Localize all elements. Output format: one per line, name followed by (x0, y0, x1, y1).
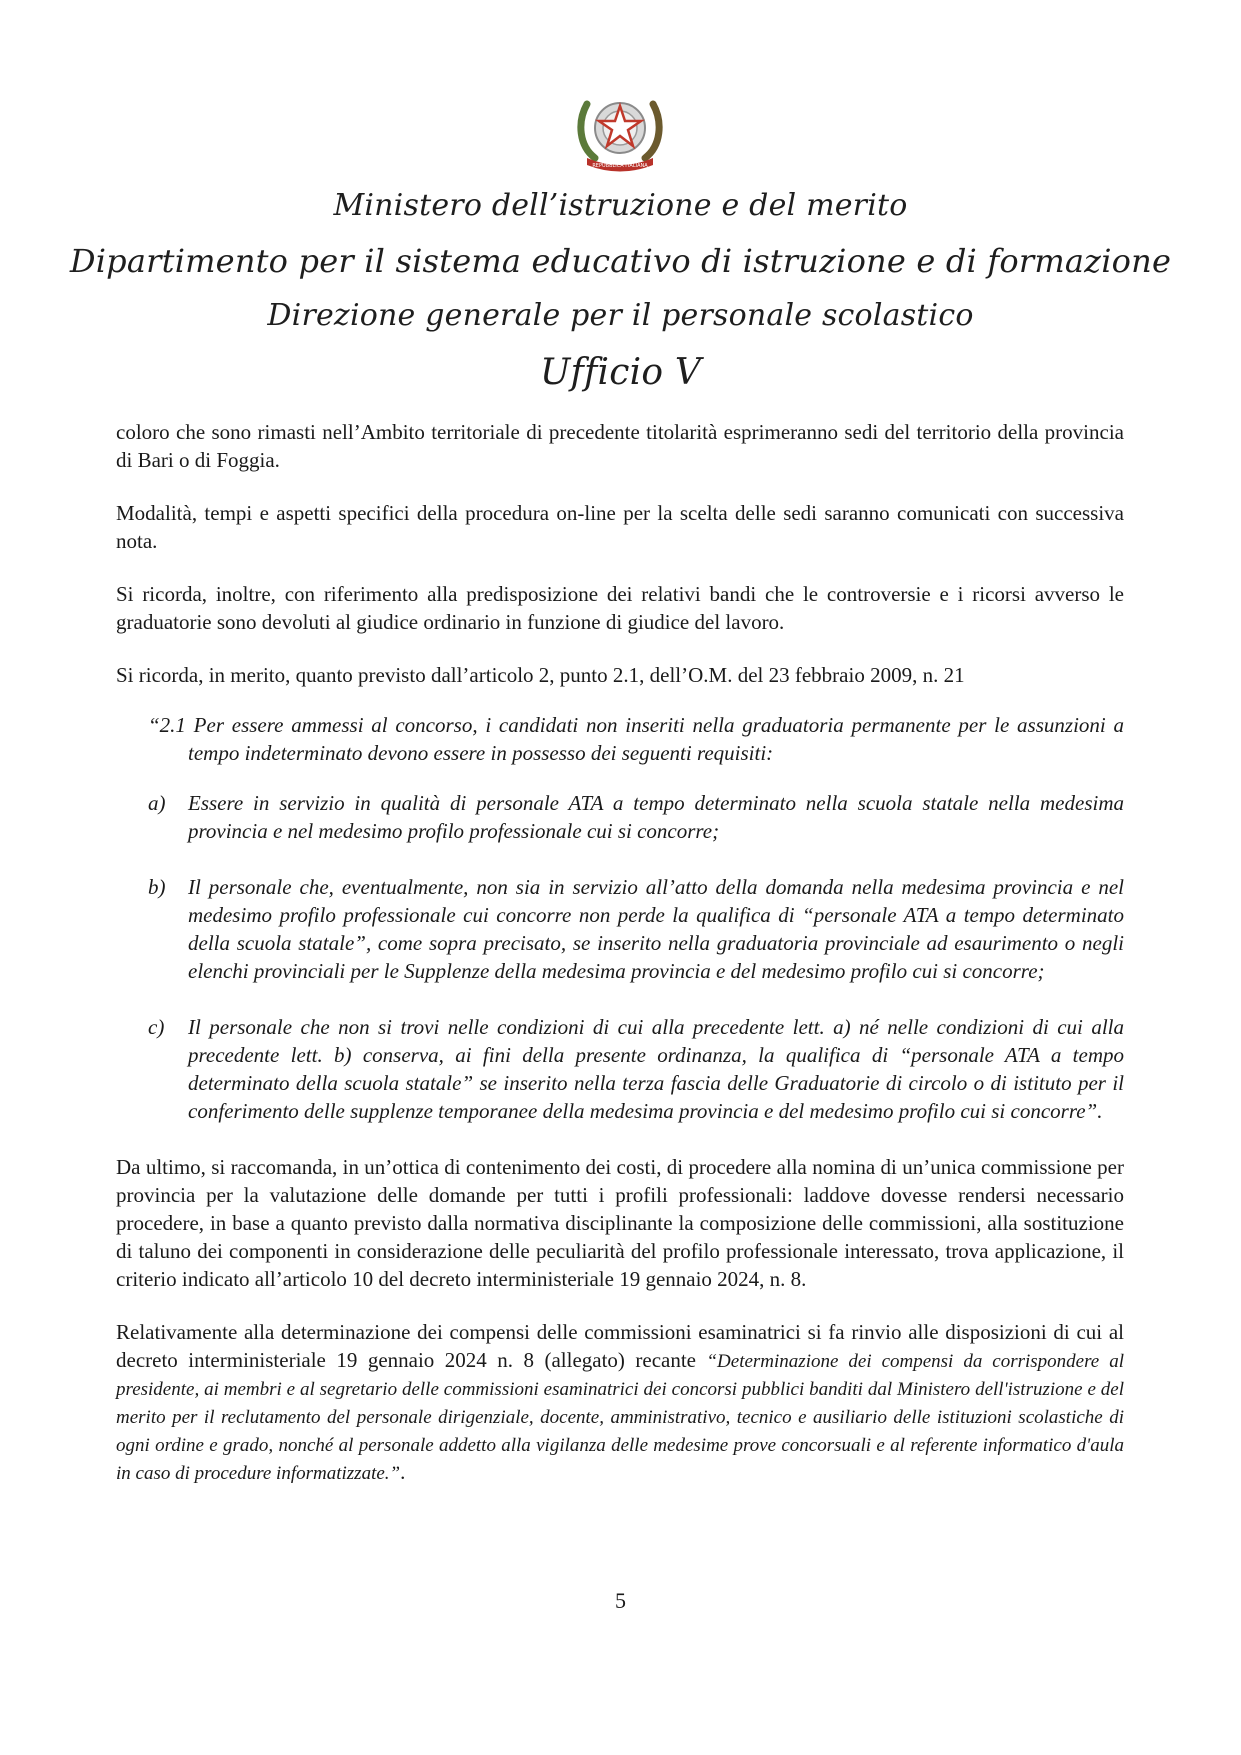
ministry-name: Ministero dell’istruzione e del merito (333, 188, 908, 223)
office-name: Ufficio V (539, 352, 702, 393)
paragraph-compensi (116, 1318, 1124, 1486)
quote-item-letter: a) (148, 791, 166, 815)
quote-item-text: Il personale che, eventualmente, non sia in servizio all’atto della domanda nella medesima provincia e nel medesimo profilo professionale cui concorre non perde la qualifica di “personale ATA a tempo determinato della scuola statale”, come sopra precisato, se inserito nella graduatoria provinciale ad esaurimento o negli elenchi provinciali per le Supplenze della medesima provincia e del medesimo profilo cui si concorre; (188, 875, 1124, 983)
directorate-name: Direzione generale per il personale scolastico (267, 298, 974, 333)
quote-item-b (148, 873, 1124, 985)
compensi-tail: . (400, 1460, 406, 1484)
emblem-republic-icon (573, 88, 667, 172)
quote-item-letter: c) (148, 1015, 165, 1039)
page-number: 5 (615, 1588, 626, 1613)
department-name: Dipartimento per il sistema educativo di istruzione e di formazione (69, 242, 1172, 280)
paragraph-richiamo-om: Si ricorda, in merito, quanto previsto dall’articolo 2, punto 2.1, dell’O.M. del 23 febbraio 2009, n. 21 (116, 663, 965, 687)
paragraph-controversie: Si ricorda, inoltre, con riferimento alla predisposizione dei relativi bandi che le controversie e i ricorsi avverso le graduatorie sono devoluti al giudice ordinario in funzione di giudice del lavoro. (116, 582, 1124, 634)
quote-item-text: Il personale che non si trovi nelle condizioni di cui alla precedente lett. a) né nelle condizioni di cui alla precedente lett. b) conserva, ai fini della presente ordinanza, la qualifica di “personale ATA a tempo determinato della scuola statale” se inserito nella terza fascia delle Graduatorie di circolo o di istituto per il conferimento delle supplenze temporanee della medesima provincia e del medesimo profilo cui si concorre”. (188, 1015, 1124, 1123)
paragraph-ambito: coloro che sono rimasti nell’Ambito territoriale di precedente titolarità esprimeranno sedi del territorio della provincia di Bari o di Foggia. (116, 420, 1124, 472)
paragraph-commissione: Da ultimo, si raccomanda, in un’ottica di contenimento dei costi, di procedere alla nomina di un’unica commissione per provincia per la valutazione delle domande per tutti i profili professionali: laddove dovesse rendersi necessario procedere, in base a quanto previsto dalla normativa disciplinante la composizione delle commissioni, alla sostituzione di taluno dei componenti in considerazione delle peculiarità del profilo professionale interessato, trova applicazione, il criterio indicato all’articolo 10 del decreto interministeriale 19 gennaio 2024, n. 8. (116, 1155, 1124, 1291)
quote-item-a (148, 789, 1124, 845)
quote-intro: “2.1 Per essere ammessi al concorso, i candidati non inseriti nella graduatoria permanente per le assunzioni a tempo indeterminato devono essere in possesso dei seguenti requisiti: (148, 713, 1124, 765)
quote-item-text: Essere in servizio in qualità di personale ATA a tempo determinato nella scuola statale nella medesima provincia e nel medesimo profilo professionale cui si concorre; (188, 791, 1124, 843)
emblem-ribbon-text: REPUBBLICA ITALIANA (592, 163, 648, 169)
paragraph-modalita: Modalità, tempi e aspetti specifici della procedura on-line per la scelta delle sedi saranno comunicati con successiva nota. (116, 501, 1124, 553)
quote-item-c (148, 1013, 1124, 1125)
compensi-lead: Relativamente alla determinazione dei compensi delle commissioni esaminatrici si fa rinvio alle disposizioni di cui al decreto interministeriale 19 gennaio 2024 n. 8 (allegato) recante (116, 1320, 1124, 1372)
compensi-decree-title: “Determinazione dei compensi da corrispondere al presidente, ai membri e al segretario delle commissioni esaminatrici dei concorsi pubblici banditi dal Ministero dell'istruzione e del merito per il reclutamento del personale dirigenziale, docente, amministrativo, tecnico e ausiliario delle istituzioni scolastiche di ogni ordine e grado, nonché al personale addetto alla vigilanza delle medesime prove concorsuali e al referente informatico d'aula in caso di procedure informatizzate.” (116, 1351, 1124, 1484)
document-body (116, 418, 1124, 1511)
quoted-article (116, 711, 1124, 1125)
quote-item-letter: b) (148, 875, 166, 899)
